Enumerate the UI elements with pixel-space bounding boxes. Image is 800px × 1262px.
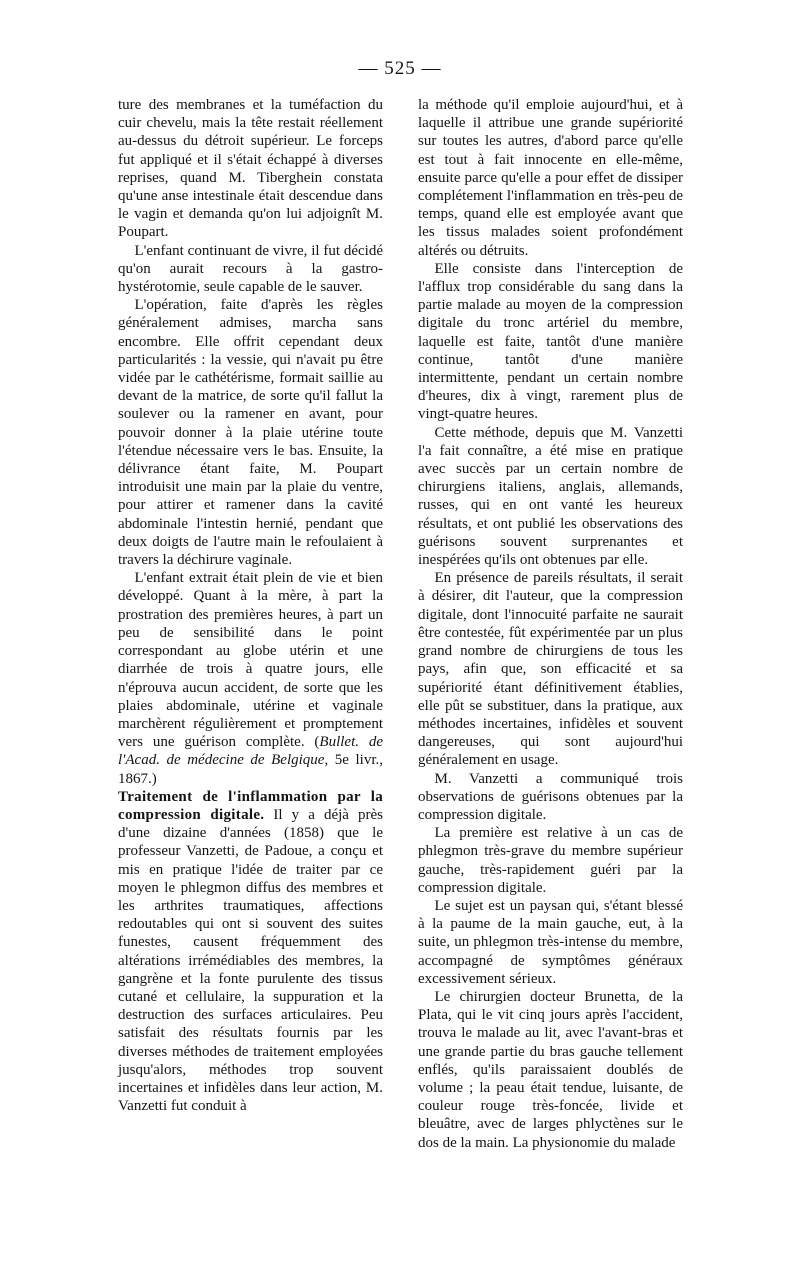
right-paragraph-2: Elle consiste dans l'interception de l'afflux trop considérable du sang dans la partie malade au moyen de la compression digitale du tronc artériel du membre, laquelle est faite, tantôt d'une manière continue, tantôt d'une manière intermittente, pendant un certain nombre d'heures, dix à vingt, rarement plus de vingt-quatre heures. [418,260,683,423]
right-paragraph-4: En présence de pareils résultats, il serait à désirer, dit l'auteur, que la compression digitale, dont l'innocuité parfaite ne saurait être contestée, fût expérimentée par un plus grand nombre de chirurgiens de tous les pays, afin que, son efficacité et sa supériorité étant définitivement établies, elle pût se substituer, dans la pratique, aux méthodes incertaines, infidèles et souvent dangereuses, qui sont aujourd'hui généralement en usage. [418,570,683,769]
left-paragraph-4-end: , 5e livr., 1867.) [118,752,383,787]
right-paragraph-8: Le chirurgien docteur Brunetta, de la Plata, qui le vit cinq jours après l'accident, trouva le malade au lit, avec l'avant-bras et une grande partie du bras gauche tellement enflés, qu'ils paraissaient doublés de volume ; la peau était tendue, luisante, de couleur rouge très-foncée, livide et bleuâtre, avec de larges phlyctènes sur le dos de la main. La physionomie du malade [418,988,683,1151]
left-paragraph-5 [118,788,383,1116]
left-paragraph-4 [118,569,383,787]
left-column [118,96,383,1115]
right-paragraph-6: La première est relative à un cas de phlegmon très-grave du membre supérieur gauche, très-rapidement guéri par la compression digitale. [418,825,683,896]
right-paragraph-1: la méthode qu'il emploie aujourd'hui, et à laquelle il attribue une grande supériorité sur toutes les autres, d'abord parce qu'elle est tout à fait innocente en elle-même, ensuite parce qu'elle a pour effet de dissiper complétement l'inflammation en très-peu de temps, quand elle est employée avant que les tissus malades soient profondément altérés ou détruits. [418,97,683,259]
bulletin-citation: Bullet. de l'Acad. de médecine de Belgique [118,734,383,769]
left-paragraph-3: L'opération, faite d'après les règles généralement admises, marcha sans encombre. Elle offrit cependant deux particularités : la vessie, qui n'avait pu être vidée par le cathétérisme, formait saillie au devant de la matrice, de sorte qu'il fallut la soulever ou la ramener en avant, pour pouvoir donner à la plaie utérine toute l'étendue nécessaire vers le bas. Ensuite, la délivrance étant faite, M. Poupart introduisit une main par la plaie du ventre, pour attirer et ramener dans la cavité abdominale l'intestin hernié, pendant que deux doigts de l'autre main le refoulaient à travers la déchirure vaginale. [118,297,383,569]
right-paragraph-7: Le sujet est un paysan qui, s'étant blessé à la paume de la main gauche, eut, à la suite, un phlegmon très-intense du membre, accompagné de symptômes généraux excessivement sérieux. [418,897,683,987]
right-paragraph-3: Cette méthode, depuis que M. Vanzetti l'a fait connaître, a été mise en pratique avec succès par un certain nombre de chirurgiens italiens, anglais, allemands, russes, qui en ont vanté les heureux résultats, et ont publié les observations des guérisons souvent surprenantes et inespérées qu'ils ont obtenues par elle. [418,424,683,569]
left-paragraph-1: ture des membranes et la tuméfaction du cuir chevelu, mais la tête restait réellement au-dessus du détroit supérieur. Le forceps fut appliqué et il s'était échappé à diverses reprises, quand M. Tiberghein constata qu'une anse intestinale était descendue dans le vagin et demanda qu'on lui adjoignît M. Poupart. [118,97,383,241]
page-number: — 525 — [358,58,442,79]
left-paragraph-2: L'enfant continuant de vivre, il fut décidé qu'on aurait recours à la gastro-hystérotomie, seule capable de le sauver. [118,242,383,296]
right-paragraph-5: M. Vanzetti a communiqué trois observations de guérisons obtenues par la compression digitale. [418,770,683,823]
left-paragraph-4-text: L'enfant extrait était plein de vie et bien développé. Quant à la mère, à part la prostration des premières heures, à part un peu de sensibilité dans le point correspondant au globe utérin et une diarrhée de trois à quatre jours, elle n'éprouva aucun accident, de sorte que les plaies abdominale, utérine et vaginale marchèrent régulièrement et promptement vers une guérison complète. ( [118,570,383,751]
section-heading: Traitement de l'inflammation par la compression digitale. [118,788,383,823]
left-paragraph-5-text: Il y a déjà près d'une dizaine d'années (1858) que le professeur Vanzetti, de Padoue, a conçu et mis en pratique l'idée de traiter par ce moyen le phlegmon diffus des membres et les arthrites traumatiques, affections redoutables qui ont si souvent des suites funestes, causent fréquemment des altérations irrémédiables des membres, la gangrène et la fonte purulente des tissus cutané et cellulaire, la suppuration et la destruction des surfaces articulaires. Peu satisfait des résultats fournis par les diverses méthodes de traitement employées jusqu'alors, méthodes trop souvent incertaines et infidèles dans leur action, M. Vanzetti fut conduit à [118,806,383,1115]
right-column [418,96,683,1152]
